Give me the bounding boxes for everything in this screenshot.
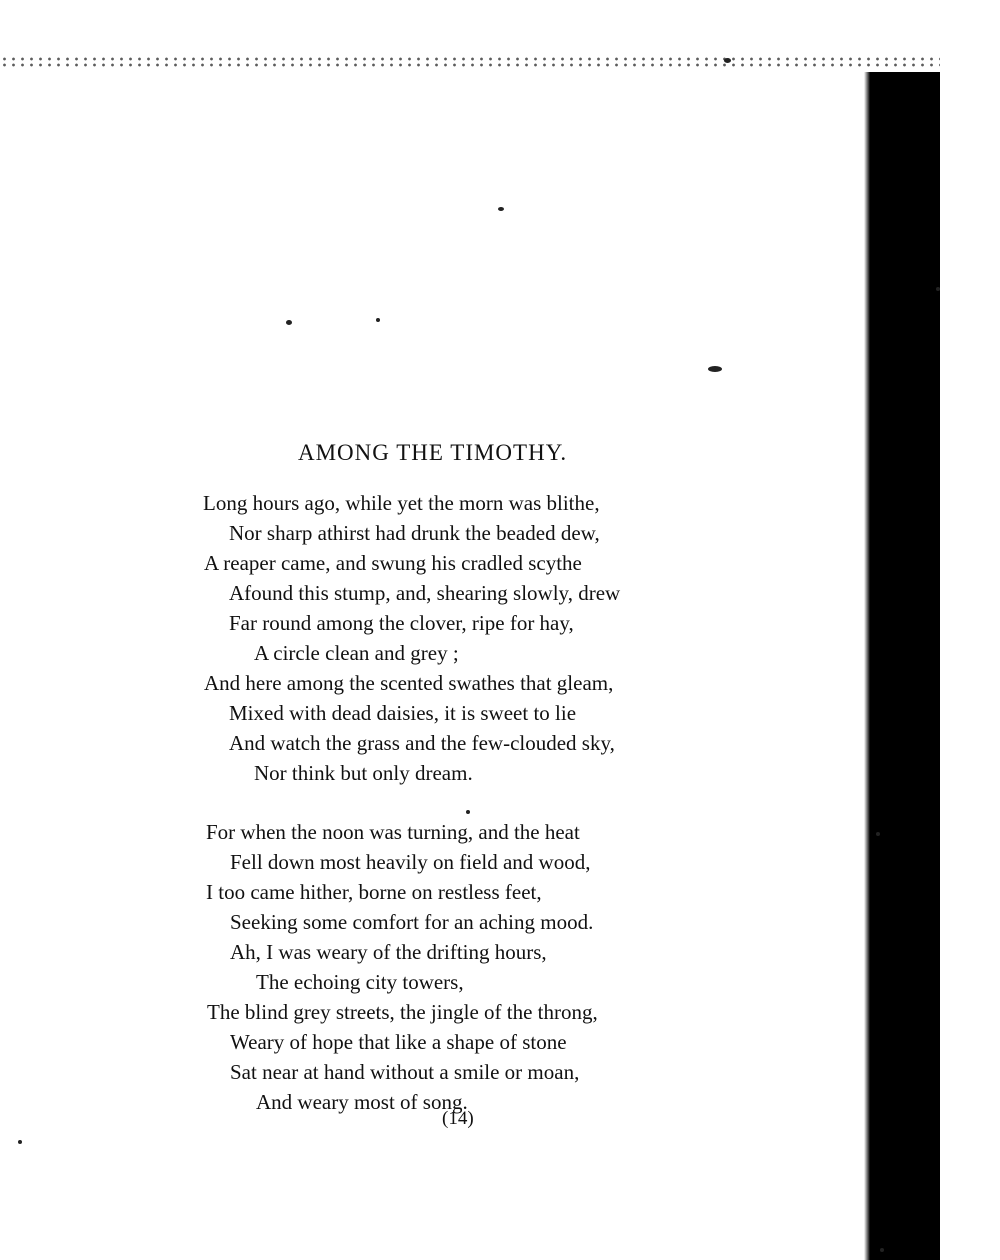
scan-speck xyxy=(376,318,380,322)
poem-line: Seeking some comfort for an aching mood. xyxy=(230,910,594,934)
poem-line: Nor sharp athirst had drunk the beaded dew, xyxy=(229,521,600,545)
page-number: (14) xyxy=(442,1108,474,1129)
poem-line: Nor think but only dream. xyxy=(254,761,473,785)
poem-line: Fell down most heavily on field and wood, xyxy=(230,850,591,874)
scan-speck xyxy=(466,810,470,814)
scan-speck xyxy=(876,832,880,836)
scan-speck xyxy=(936,287,940,291)
page-top-edge-dots xyxy=(0,56,940,68)
poem-line: Sat near at hand without a smile or moan, xyxy=(230,1060,580,1084)
poem-line: And weary most of song. xyxy=(256,1090,468,1114)
poem-line: Ah, I was weary of the drifting hours, xyxy=(230,940,547,964)
poem-line: A circle clean and grey ; xyxy=(254,641,459,665)
poem-line: And watch the grass and the few-clouded sky, xyxy=(229,731,615,755)
stanza-2 xyxy=(0,817,598,1117)
poem-line: Far round among the clover, ripe for hay, xyxy=(229,611,574,635)
scan-speck xyxy=(498,207,504,211)
poem-line: And here among the scented swathes that gleam, xyxy=(204,671,614,695)
poem-line: Weary of hope that like a shape of stone xyxy=(230,1030,567,1054)
stanza-1 xyxy=(0,488,620,788)
scan-speck xyxy=(880,1248,884,1252)
poem-line: Mixed with dead daisies, it is sweet to lie xyxy=(229,701,577,725)
scan-speck xyxy=(724,58,731,63)
scan-speck xyxy=(286,320,292,325)
poem-line: The blind grey streets, the jingle of the throng, xyxy=(207,1000,598,1024)
poem-line: A reaper came, and swung his cradled scythe xyxy=(204,551,582,575)
scan-speck xyxy=(708,366,722,372)
scan-speck xyxy=(18,1140,22,1144)
poem-line: Long hours ago, while yet the morn was blithe, xyxy=(203,491,600,515)
book-binding-shadow xyxy=(870,72,940,1260)
poem-line: For when the noon was turning, and the heat xyxy=(206,820,580,844)
poem-line: The echoing city towers, xyxy=(256,970,464,994)
poem-title: AMONG THE TIMOTHY. xyxy=(298,440,568,465)
poem-line: I too came hither, borne on restless feet, xyxy=(206,880,542,904)
poem-line: Afound this stump, and, shearing slowly, drew xyxy=(229,581,621,605)
